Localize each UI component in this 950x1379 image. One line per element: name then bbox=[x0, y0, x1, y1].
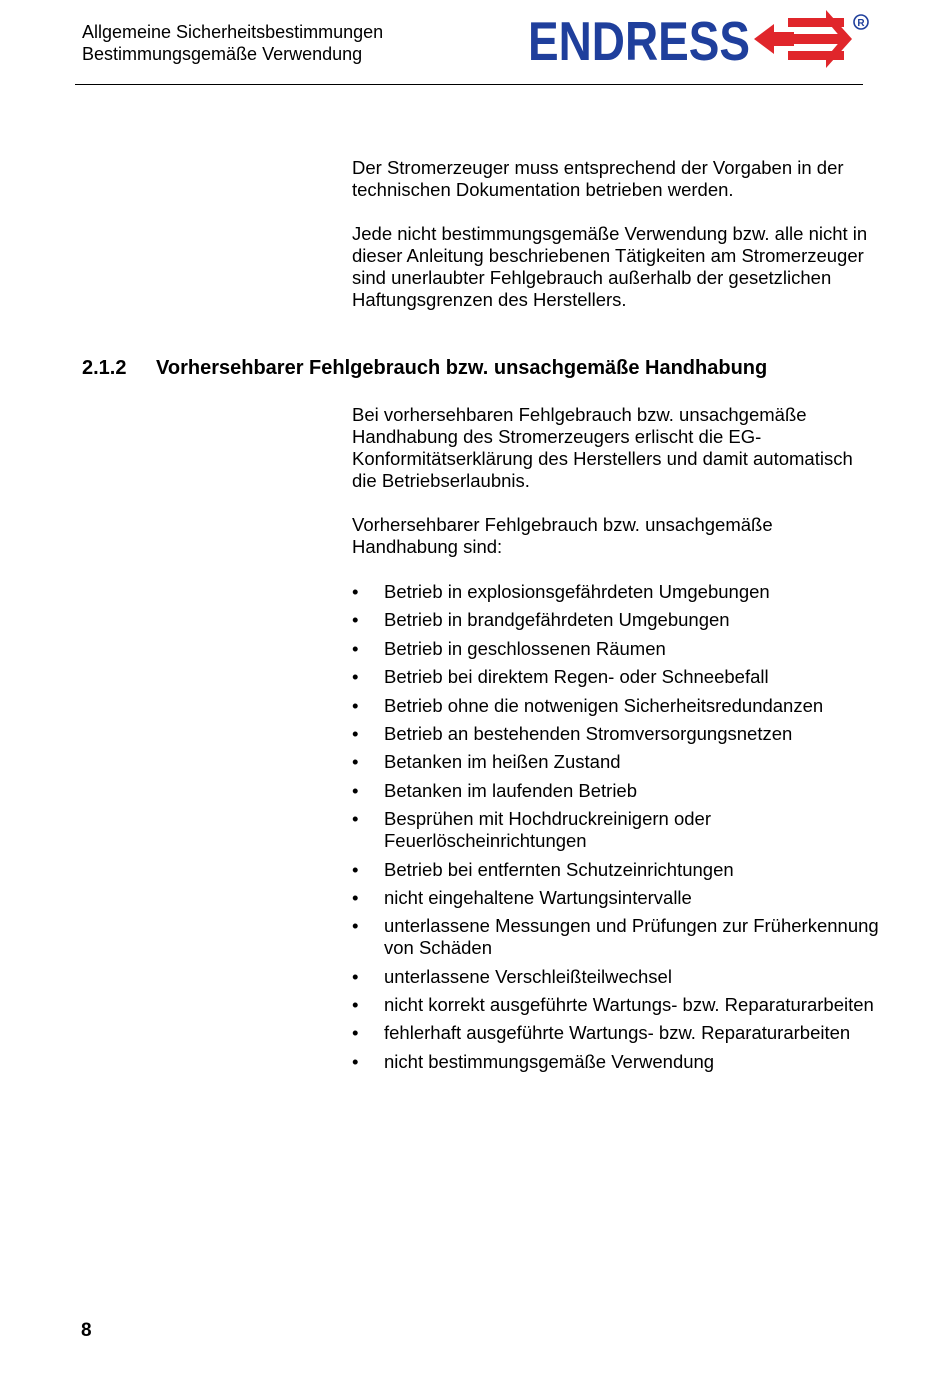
bullet-icon: • bbox=[352, 858, 359, 880]
list-item bbox=[352, 751, 882, 773]
list-item-text: Betrieb in brandgefährdeten Umgebungen bbox=[384, 609, 730, 631]
bullet-icon: • bbox=[352, 637, 359, 659]
list-item bbox=[352, 666, 882, 688]
list-item-text: nicht eingehaltene Wartungsintervalle bbox=[384, 886, 692, 908]
section-heading bbox=[82, 356, 767, 380]
list-item bbox=[352, 915, 882, 959]
page-number: 8 bbox=[81, 1320, 92, 1341]
bullet-icon: • bbox=[352, 694, 359, 716]
section-paragraph-2 bbox=[352, 514, 872, 558]
list-item-text: Betrieb ohne die notwenigen Sicherheitsredundanzen bbox=[384, 694, 824, 716]
list-item-text: nicht korrekt ausgeführte Wartungs- bzw. Reparaturarbeiten bbox=[384, 994, 874, 1016]
list-item-text: Betanken im heißen Zustand bbox=[384, 751, 621, 773]
bullet-icon: • bbox=[352, 965, 359, 987]
list-item-text: Betrieb in explosionsgefährdeten Umgebungen bbox=[384, 581, 770, 602]
intro-paragraph-1 bbox=[352, 157, 872, 201]
list-item bbox=[352, 723, 882, 745]
bullet-icon: • bbox=[352, 666, 359, 688]
logo-arrow-icon bbox=[754, 10, 852, 68]
section-paragraph-1 bbox=[352, 404, 872, 492]
list-item bbox=[352, 966, 882, 988]
intro-paragraph-2 bbox=[352, 223, 872, 311]
list-item bbox=[352, 780, 882, 802]
list-item bbox=[352, 859, 882, 881]
misuse-list bbox=[352, 581, 882, 1079]
logo-wordmark: ENDRESS bbox=[528, 10, 750, 70]
list-item-text: Betrieb an bestehenden Stromversorgungsnetzen bbox=[384, 722, 793, 744]
list-item bbox=[352, 1051, 882, 1073]
paragraph-text: Bei vorhersehbaren Fehlgebrauch bzw. unsachgemäße Handhabung des Stromerzeugers erlischt die EG-Konformitätserklärung des Herstellers und damit automatisch die Betriebserlaubnis. bbox=[352, 404, 853, 491]
bullet-icon: • bbox=[352, 994, 359, 1016]
bullet-icon: • bbox=[352, 581, 359, 602]
header-divider bbox=[75, 84, 863, 85]
section-number: 2.1.2 bbox=[82, 357, 127, 379]
list-item bbox=[352, 638, 882, 660]
list-item-text: Besprühen mit Hochdruckreinigern oder Feuerlöscheinrichtungen bbox=[384, 808, 712, 852]
running-header bbox=[82, 21, 383, 65]
paragraph-text: Vorhersehbarer Fehlgebrauch bzw. unsachgemäße Handhabung sind: bbox=[352, 514, 773, 557]
list-item bbox=[352, 887, 882, 909]
bullet-icon: • bbox=[352, 915, 359, 937]
list-item-text: unterlassene Messungen und Prüfungen zur Früherkennung von Schäden bbox=[384, 915, 879, 959]
paragraph-text: Jede nicht bestimmungsgemäße Verwendung bzw. alle nicht in dieser Anleitung beschriebenen Tätigkeiten am Stromerzeuger sind unerlaubter Fehlgebrauch außerhalb der gesetzlichen Haftungsgrenzen des Herstellers. bbox=[352, 223, 868, 310]
list-item bbox=[352, 994, 882, 1016]
list-item-text: Betrieb bei direktem Regen- oder Schneebefall bbox=[384, 666, 769, 688]
header-line-1: Allgemeine Sicherheitsbestimmungen bbox=[82, 22, 384, 42]
list-item bbox=[352, 695, 882, 717]
section-title: Vorhersehbarer Fehlgebrauch bzw. unsachgemäße Handhabung bbox=[156, 357, 768, 379]
bullet-icon: • bbox=[352, 751, 359, 773]
list-item-text: unterlassene Verschleißteilwechsel bbox=[384, 965, 672, 987]
bullet-icon: • bbox=[352, 886, 359, 908]
list-item bbox=[352, 609, 882, 631]
list-item-text: Betanken im laufenden Betrieb bbox=[384, 779, 638, 801]
paragraph-text: Der Stromerzeuger muss entsprechend der Vorgaben in der technischen Dokumentation betrieben werden. bbox=[352, 157, 844, 200]
endress-logo bbox=[526, 8, 872, 70]
bullet-icon: • bbox=[352, 808, 359, 830]
header-line-2: Bestimmungsgemäße Verwendung bbox=[82, 44, 363, 64]
list-item-text: Betrieb bei entfernten Schutzeinrichtungen bbox=[384, 858, 734, 880]
list-item-text: nicht bestimmungsgemäße Verwendung bbox=[384, 1050, 715, 1072]
list-item-text: Betrieb in geschlossenen Räumen bbox=[384, 637, 666, 659]
bullet-icon: • bbox=[352, 1022, 359, 1044]
bullet-icon: • bbox=[352, 1050, 359, 1072]
bullet-icon: • bbox=[352, 779, 359, 801]
list-item bbox=[352, 581, 882, 603]
bullet-icon: • bbox=[352, 609, 359, 631]
logo-registered-mark: R bbox=[857, 18, 865, 29]
bullet-icon: • bbox=[352, 722, 359, 744]
list-item bbox=[352, 808, 882, 852]
list-item bbox=[352, 1022, 882, 1044]
list-item-text: fehlerhaft ausgeführte Wartungs- bzw. Reparaturarbeiten bbox=[384, 1022, 851, 1044]
